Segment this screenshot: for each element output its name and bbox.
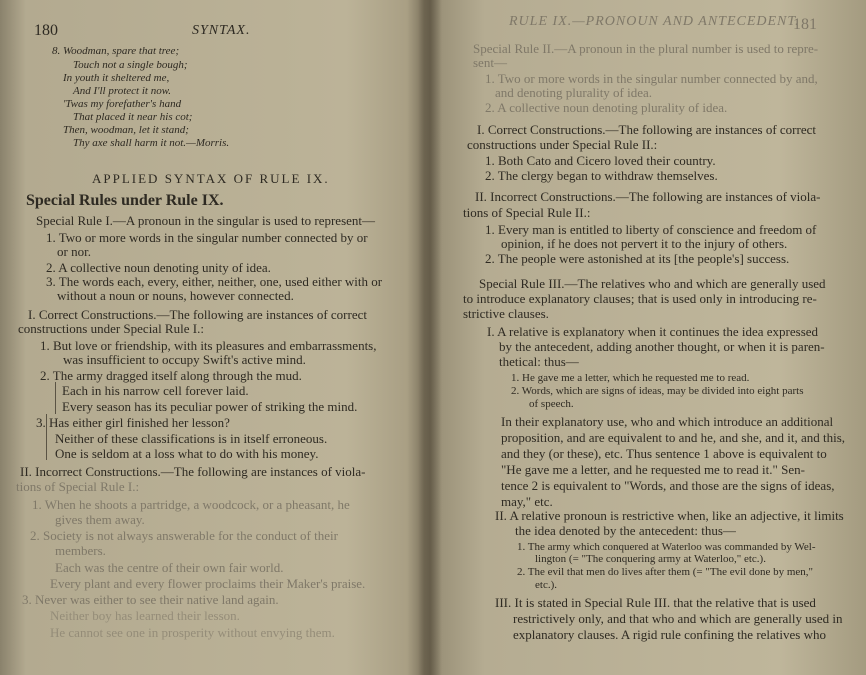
example-line: etc.). <box>535 579 557 591</box>
poem-line: Thy axe shall harm it not.—Morris. <box>73 137 230 149</box>
poem-line: Then, woodman, let it stand; <box>63 124 189 136</box>
poem-line: In youth it sheltered me, <box>63 72 170 84</box>
example-line: 2. Words, which are signs of ideas, may be divided into eight parts <box>511 385 804 397</box>
poem-line: And I'll protect it now. <box>73 85 171 97</box>
running-head: RULE IX.—PRONOUN AND ANTECEDENT. <box>509 14 800 29</box>
example-line: Neither boy has learned their lesson. <box>50 608 240 623</box>
example-line: 2. The people were astonished at its [the people's] success. <box>485 251 790 266</box>
rule-paragraph-line: explanatory clauses. A rigid rule confining the relatives who <box>513 627 826 642</box>
example-line: Each in his narrow cell forever laid. <box>62 383 249 398</box>
example-line: 1. Both Cato and Cicero loved their country. <box>485 153 716 168</box>
example-line: 3. Never was either to see their native land again. <box>22 592 279 607</box>
incorrect-heading: II. Incorrect Constructions.—The following are instances of viola- <box>475 189 821 204</box>
example-line: He cannot see one in prosperity without envying them. <box>50 625 335 640</box>
explanatory-paragraph-line: and they (or these), etc. Thus sentence 1 above is equivalent to <box>501 446 827 461</box>
explanatory-paragraph-line: tence 2 is equivalent to "Words, and those are the signs of ideas, <box>501 478 835 493</box>
example-line: members. <box>55 543 106 558</box>
rule-item: or nor. <box>57 244 91 259</box>
example-line: lington (= "The conquering army at Waterloo," etc.). <box>535 553 766 565</box>
explanatory-paragraph: In their explanatory use, who and which introduce an additional <box>501 414 834 429</box>
subsection-title: Special Rules under Rule IX. <box>26 192 224 209</box>
rule-paragraph-line: restrictively only, and that who and which are generally used in <box>513 611 843 626</box>
special-rule-3-line: strictive clauses. <box>463 306 549 321</box>
rule-paragraph-line: thetical: thus— <box>499 354 579 369</box>
poem-line: 8. Woodman, spare that tree; <box>52 45 180 57</box>
example-line: Every plant and every flower proclaims their Maker's praise. <box>50 576 366 591</box>
example-line: 1. The army which conquered at Waterloo was commanded by Wel- <box>517 541 816 553</box>
running-head: SYNTAX. <box>192 23 251 38</box>
special-rule-3: Special Rule III.—The relatives who and which are generally used <box>479 276 826 291</box>
page-number: 180 <box>34 22 58 39</box>
special-rule-1: Special Rule I.—A pronoun in the singular is used to represent— <box>36 213 376 228</box>
explanatory-paragraph-line: "He gave me a letter, and he requested me to read it." Sen- <box>501 462 805 477</box>
correct-heading-cont: constructions under Special Rule II.: <box>467 137 658 152</box>
example-line: 2. The evil that men do lives after them (= "The evil done by men," <box>517 566 814 578</box>
rule-paragraph: I. A relative is explanatory when it continues the idea expressed <box>487 324 819 339</box>
incorrect-heading-cont: tions of Special Rule I.: <box>16 479 140 494</box>
section-title: APPLIED SYNTAX OF RULE IX. <box>92 171 330 186</box>
example-line: Each was the centre of their own fair world. <box>55 560 284 575</box>
poem-line: Touch not a single bough; <box>73 59 188 71</box>
rule-paragraph: II. A relative pronoun is restrictive when, like an adjective, it limits <box>495 508 844 523</box>
rule-item: 1. Two or more words in the singular number connected by and, <box>485 71 818 86</box>
correct-heading-cont: constructions under Special Rule I.: <box>18 321 204 336</box>
page-number: 181 <box>793 16 817 33</box>
rule-paragraph-line: by the antecedent, adding another thought, or when it is paren- <box>499 339 825 354</box>
incorrect-heading: II. Incorrect Constructions.—The following are instances of viola- <box>20 464 366 479</box>
example-line: Neither of these classifications is in itself erroneous. <box>55 431 328 446</box>
example-line: 1. Every man is entitled to liberty of conscience and freedom of <box>485 222 817 237</box>
special-rule-3-line: to introduce explanatory clauses; that is used only in introducing re- <box>463 291 817 306</box>
rule-item: 2. A collective noun denoting plurality of idea. <box>485 100 728 115</box>
bracket <box>55 382 59 414</box>
rule-paragraph-line: the idea denoted by the antecedent: thus— <box>515 523 736 538</box>
example-line: was insufficient to occupy Swift's active mind. <box>63 352 306 367</box>
example-line: opinion, if he does not pervert it to the injury of others. <box>501 236 788 251</box>
example-line: 1. He gave me a letter, which he requested me to read. <box>511 372 750 384</box>
example-line: gives them away. <box>55 512 145 527</box>
example-line: 2. The army dragged itself along through the mud. <box>40 368 302 383</box>
example-line: 3. Has either girl finished her lesson? <box>36 415 230 430</box>
incorrect-heading-cont: tions of Special Rule II.: <box>463 205 591 220</box>
rule-item: 3. The words each, every, either, neither, one, used either with or <box>46 274 383 289</box>
example-line: Every season has its peculiar power of striking the mind. <box>62 399 358 414</box>
poem-line: That placed it near his cot; <box>73 111 193 123</box>
special-rule-2-cont: sent— <box>473 55 507 70</box>
example-line: 2. Society is not always answerable for the conduct of their <box>30 528 338 543</box>
special-rule-2: Special Rule II.—A pronoun in the plural number is used to repre- <box>473 41 819 56</box>
correct-heading: I. Correct Constructions.—The following are instances of correct <box>28 307 367 322</box>
poem-line: 'Twas my forefather's hand <box>63 98 182 110</box>
explanatory-paragraph-line: proposition, and are equivalent to and he, and she, and it, and this, <box>501 430 846 445</box>
example-line: 2. The clergy began to withdraw themselves. <box>485 168 718 183</box>
right-page <box>435 0 866 675</box>
example-line: One is seldom at a loss what to do with his money. <box>55 446 319 461</box>
rule-item: 1. Two or more words in the singular number connected by or <box>46 230 368 245</box>
correct-heading: I. Correct Constructions.—The following are instances of correct <box>477 122 816 137</box>
example-line: 1. When he shoots a partridge, a woodcock, or a pheasant, he <box>32 497 350 512</box>
example-line: 1. But love or friendship, with its pleasures and embarrassments, <box>40 338 377 353</box>
rule-item: 2. A collective noun denoting unity of idea. <box>46 260 271 275</box>
rule-item: without a noun or nouns, however connected. <box>57 288 294 303</box>
explanatory-paragraph-line: may," etc. <box>501 494 553 509</box>
rule-item: and denoting plurality of idea. <box>495 85 653 100</box>
left-page <box>0 0 425 675</box>
rule-paragraph: III. It is stated in Special Rule III. that the relative that is used <box>495 595 816 610</box>
example-line: of speech. <box>529 398 574 410</box>
